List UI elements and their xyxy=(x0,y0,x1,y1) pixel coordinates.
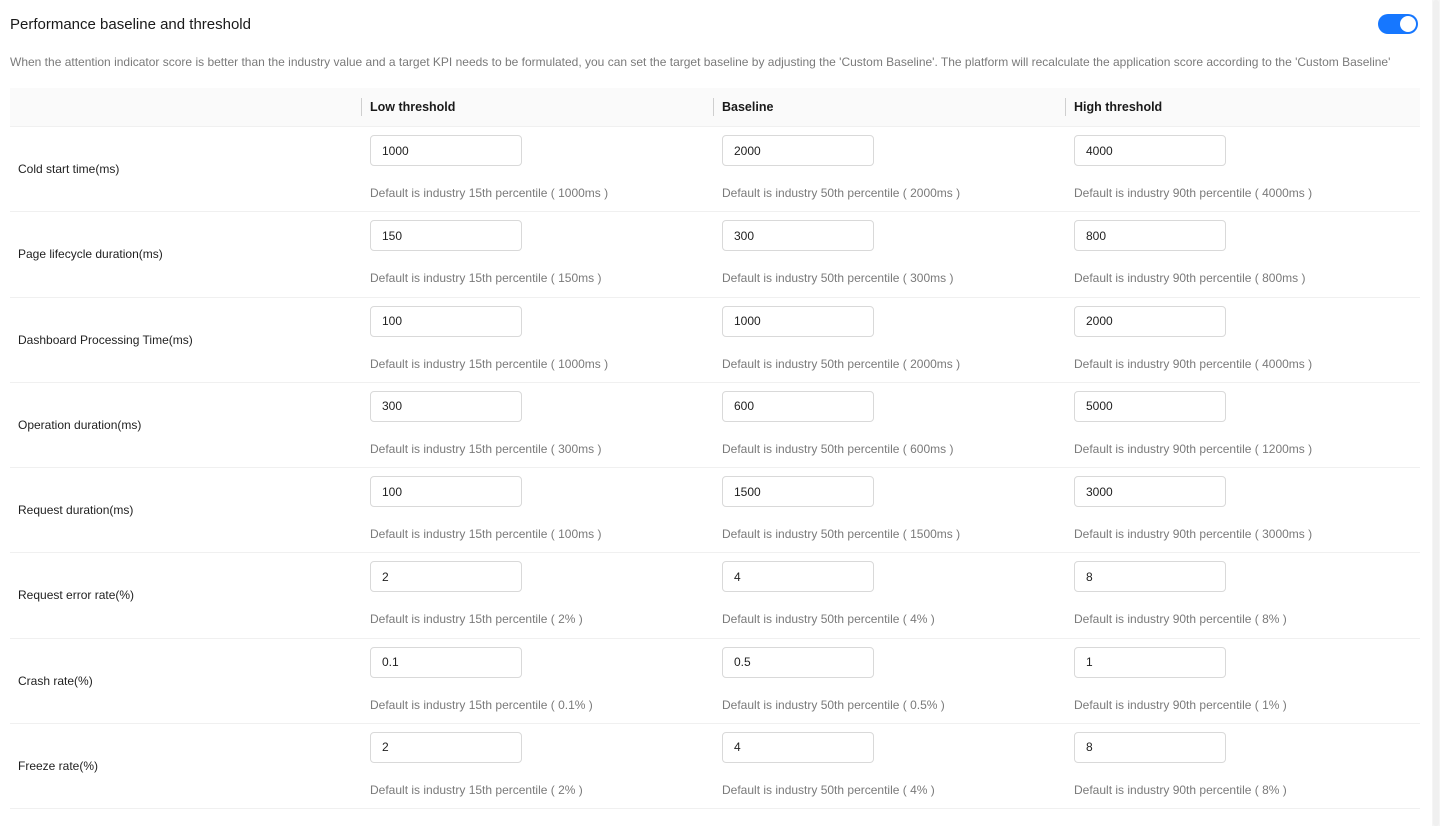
baseline-input[interactable] xyxy=(722,306,874,337)
baseline-cell xyxy=(722,135,960,200)
baseline-cell xyxy=(722,391,953,456)
high-threshold-default-hint: Default is industry 90th percentile ( 3000ms ) xyxy=(1074,527,1313,541)
baseline-default-hint: Default is industry 50th percentile ( 4% ) xyxy=(722,782,935,797)
metric-label: Page lifecycle duration(ms) xyxy=(18,247,163,262)
metric-label: Crash rate(%) xyxy=(18,673,93,688)
baseline-cell xyxy=(722,561,935,626)
baseline-input[interactable] xyxy=(722,135,874,166)
low-threshold-default-hint: Default is industry 15th percentile ( 2% ) xyxy=(370,612,583,627)
low-threshold-cell xyxy=(370,732,583,797)
low-threshold-input[interactable] xyxy=(370,220,522,251)
metric-label: Dashboard Processing Time(ms) xyxy=(18,332,193,347)
baseline-cell xyxy=(722,306,960,371)
high-threshold-cell xyxy=(1074,647,1287,712)
baseline-default-hint: Default is industry 50th percentile ( 2000ms ) xyxy=(722,186,961,200)
low-threshold-cell xyxy=(370,561,583,626)
section-title: Performance baseline and threshold xyxy=(10,16,251,33)
scrollbar-thumb[interactable] xyxy=(1433,0,1439,826)
high-threshold-input[interactable] xyxy=(1074,647,1226,678)
low-threshold-default-hint: Default is industry 15th percentile ( 1000ms ) xyxy=(370,186,609,200)
table-row xyxy=(10,383,1420,468)
table-row xyxy=(10,639,1420,724)
high-threshold-cell xyxy=(1074,306,1312,371)
high-threshold-input[interactable] xyxy=(1074,732,1226,763)
high-threshold-cell xyxy=(1074,561,1287,626)
low-threshold-cell xyxy=(370,306,608,371)
column-header-high-threshold: High threshold xyxy=(1065,88,1162,127)
section-header xyxy=(10,15,1420,35)
high-threshold-cell xyxy=(1074,220,1305,285)
low-threshold-cell xyxy=(370,476,601,541)
toggle-knob xyxy=(1400,16,1416,32)
threshold-table xyxy=(10,88,1420,809)
high-threshold-default-hint: Default is industry 90th percentile ( 800ms ) xyxy=(1074,271,1306,286)
baseline-default-hint: Default is industry 50th percentile ( 300ms ) xyxy=(722,271,954,286)
high-threshold-cell xyxy=(1074,476,1312,541)
baseline-cell xyxy=(722,476,960,541)
high-threshold-input[interactable] xyxy=(1074,561,1226,592)
low-threshold-cell xyxy=(370,220,601,285)
table-body xyxy=(10,127,1420,809)
low-threshold-cell xyxy=(370,647,593,712)
section-description: When the attention indicator score is better than the industry value and a target KPI needs to be formulated, you can set the target baseline by adjusting the 'Custom Baseline'. The platform will recalculate the application score according to the 'Custom Baseline' xyxy=(10,55,1391,69)
high-threshold-default-hint: Default is industry 90th percentile ( 8% ) xyxy=(1074,782,1287,797)
baseline-default-hint: Default is industry 50th percentile ( 600ms ) xyxy=(722,441,954,456)
high-threshold-input[interactable] xyxy=(1074,476,1226,507)
high-threshold-input[interactable] xyxy=(1074,135,1226,166)
high-threshold-input[interactable] xyxy=(1074,391,1226,422)
low-threshold-input[interactable] xyxy=(370,306,522,337)
low-threshold-default-hint: Default is industry 15th percentile ( 0.1% ) xyxy=(370,697,593,712)
high-threshold-default-hint: Default is industry 90th percentile ( 1% ) xyxy=(1074,697,1287,712)
low-threshold-default-hint: Default is industry 15th percentile ( 2% ) xyxy=(370,782,583,797)
baseline-cell xyxy=(722,220,953,285)
high-threshold-default-hint: Default is industry 90th percentile ( 8% ) xyxy=(1074,612,1287,627)
metric-label: Request duration(ms) xyxy=(18,503,134,517)
low-threshold-default-hint: Default is industry 15th percentile ( 1000ms ) xyxy=(370,356,609,371)
baseline-input[interactable] xyxy=(722,220,874,251)
low-threshold-cell xyxy=(370,135,608,200)
table-row xyxy=(10,298,1420,383)
low-threshold-input[interactable] xyxy=(370,476,522,507)
metric-label: Freeze rate(%) xyxy=(18,758,99,773)
baseline-input[interactable] xyxy=(722,391,874,422)
high-threshold-cell xyxy=(1074,135,1312,200)
baseline-cell xyxy=(722,647,945,712)
metric-label: Operation duration(ms) xyxy=(18,417,142,432)
high-threshold-input[interactable] xyxy=(1074,306,1226,337)
baseline-input[interactable] xyxy=(722,732,874,763)
low-threshold-default-hint: Default is industry 15th percentile ( 150ms ) xyxy=(370,271,602,286)
high-threshold-default-hint: Default is industry 90th percentile ( 4000ms ) xyxy=(1074,186,1313,200)
baseline-default-hint: Default is industry 50th percentile ( 2000ms ) xyxy=(722,356,961,371)
table-header xyxy=(10,88,1420,127)
table-row xyxy=(10,724,1420,809)
baseline-toggle-switch[interactable] xyxy=(1378,14,1418,34)
baseline-input[interactable] xyxy=(722,476,874,507)
table-row xyxy=(10,468,1420,553)
low-threshold-input[interactable] xyxy=(370,647,522,678)
low-threshold-input[interactable] xyxy=(370,732,522,763)
baseline-default-hint: Default is industry 50th percentile ( 4% ) xyxy=(722,612,935,627)
low-threshold-input[interactable] xyxy=(370,391,522,422)
high-threshold-default-hint: Default is industry 90th percentile ( 4000ms ) xyxy=(1074,356,1313,371)
high-threshold-default-hint: Default is industry 90th percentile ( 1200ms ) xyxy=(1074,441,1313,456)
table-row xyxy=(10,553,1420,638)
high-threshold-cell xyxy=(1074,732,1287,797)
table-row xyxy=(10,212,1420,297)
table-row xyxy=(10,127,1420,212)
vertical-scrollbar[interactable] xyxy=(1432,0,1440,826)
metric-label: Cold start time(ms) xyxy=(18,162,120,176)
low-threshold-default-hint: Default is industry 15th percentile ( 100ms ) xyxy=(370,527,602,541)
baseline-default-hint: Default is industry 50th percentile ( 1500ms ) xyxy=(722,527,961,541)
baseline-input[interactable] xyxy=(722,647,874,678)
low-threshold-input[interactable] xyxy=(370,561,522,592)
metric-label: Request error rate(%) xyxy=(18,588,135,603)
column-header-low-threshold: Low threshold xyxy=(361,88,455,127)
low-threshold-cell xyxy=(370,391,601,456)
high-threshold-input[interactable] xyxy=(1074,220,1226,251)
baseline-input[interactable] xyxy=(722,561,874,592)
high-threshold-cell xyxy=(1074,391,1312,456)
low-threshold-input[interactable] xyxy=(370,135,522,166)
low-threshold-default-hint: Default is industry 15th percentile ( 300ms ) xyxy=(370,441,602,456)
baseline-cell xyxy=(722,732,935,797)
column-header-baseline: Baseline xyxy=(713,88,773,127)
baseline-default-hint: Default is industry 50th percentile ( 0.5% ) xyxy=(722,697,945,712)
